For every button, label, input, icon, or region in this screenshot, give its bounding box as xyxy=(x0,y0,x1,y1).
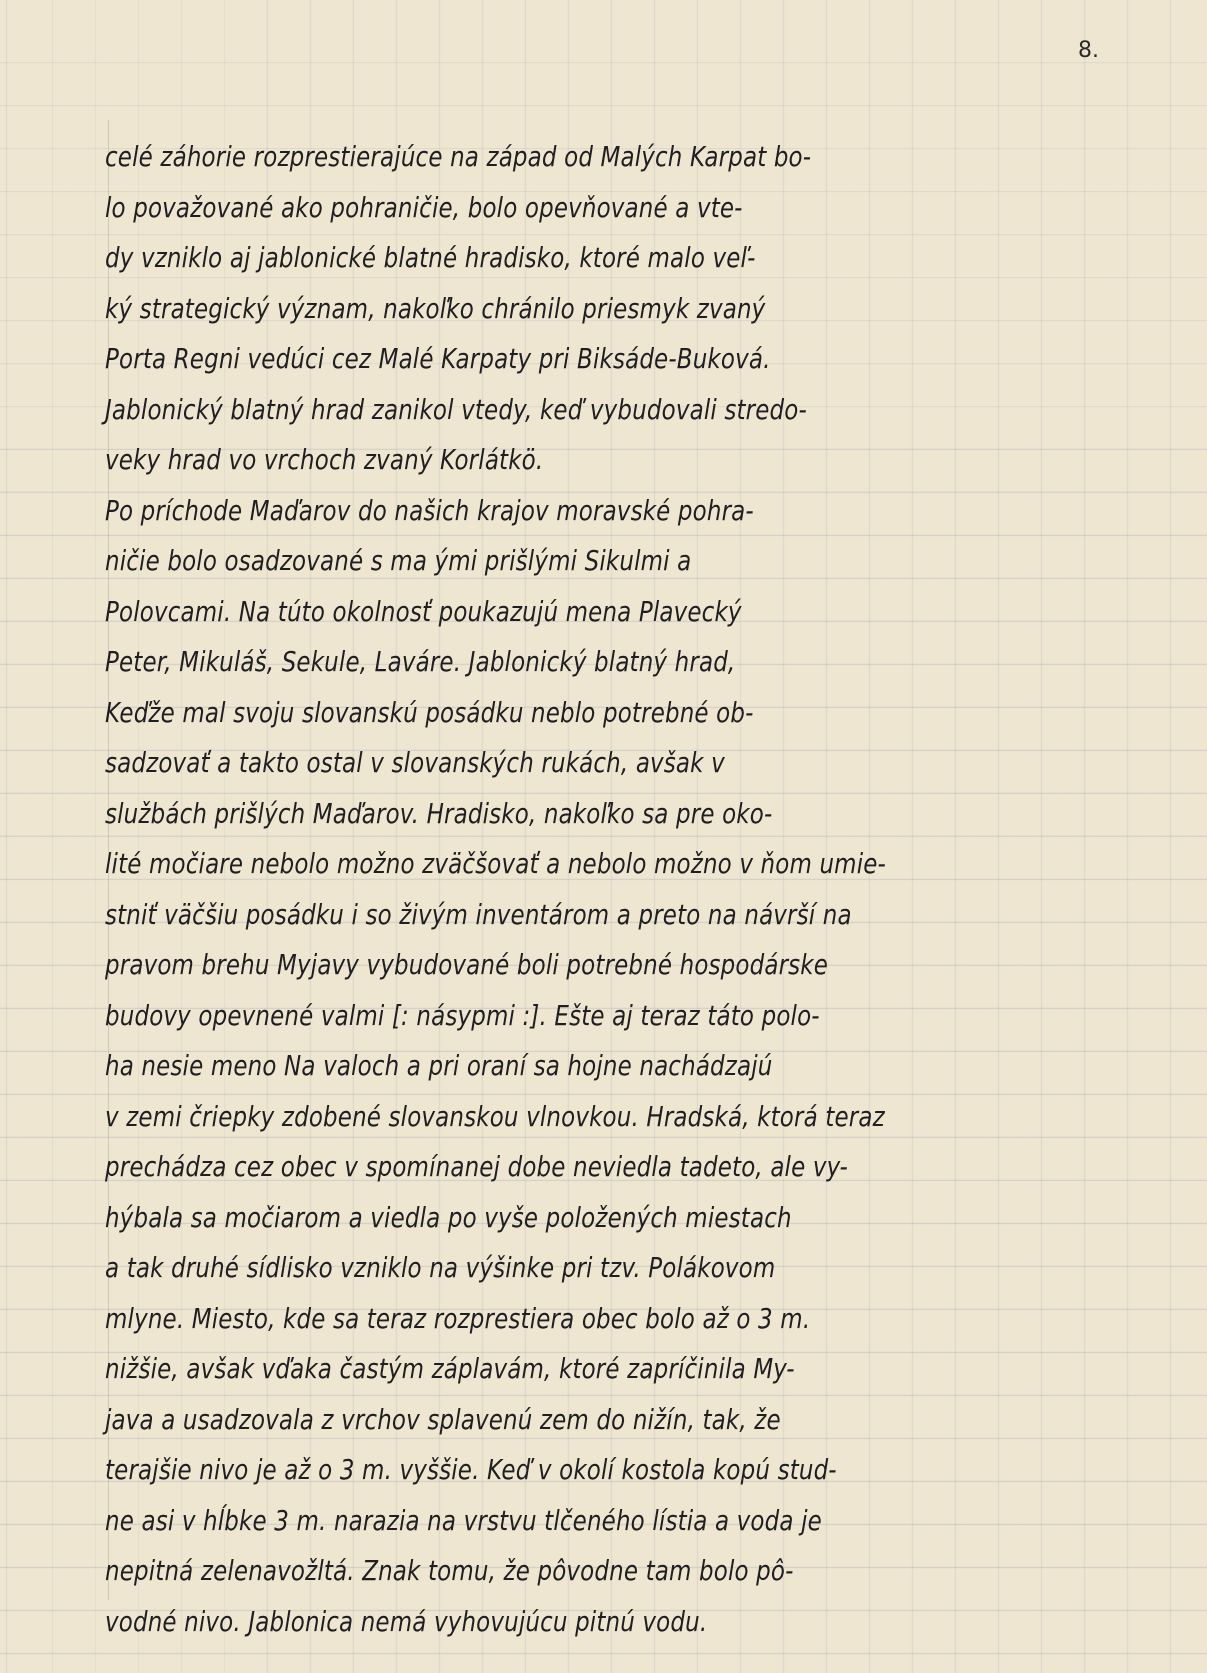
text-line: v zemi čriepky zdobené slovanskou vlnovkou. Hradská, ktorá teraz xyxy=(105,1099,885,1133)
text-line: ničie bolo osadzované s ma ými prišlými Sikulmi a xyxy=(105,544,692,577)
text-line: prechádza cez obec v spomínanej dobe neviedla tadeto, ale vy- xyxy=(105,1150,848,1183)
text-line: dy vzniklo aj jablonické blatné hradisko, ktoré malo veľ- xyxy=(105,241,756,274)
text-line: sadzovať a takto ostal v slovanských rukách, avšak v xyxy=(105,746,725,779)
text-line: mlyne. Miesto, kde sa teraz rozprestiera obec bolo až o 3 m. xyxy=(105,1301,811,1335)
text-line: vodné nivo. Jablonica nemá vyhovujúcu pitnú vodu. xyxy=(105,1604,708,1638)
text-line: pravom brehu Myjavy vybudované boli potrebné hospodárske xyxy=(105,948,829,981)
text-line: Porta Regni vedúci cez Malé Karpaty pri Biksáde-Buková. xyxy=(105,342,771,375)
text-line: terajšie nivo je až o 3 m. vyššie. Keď v okolí kostola kopú stud- xyxy=(105,1453,837,1486)
text-line: Po príchode Maďarov do našich krajov moravské pohra- xyxy=(105,493,754,527)
text-line: službách prišlých Maďarov. Hradisko, nakoľko sa pre oko- xyxy=(105,796,773,830)
text-line: hýbala sa močiarom a viedla po vyše položených miestach xyxy=(105,1200,792,1234)
text-line: Jablonický blatný hrad zanikol vtedy, keď vybudovali stredo- xyxy=(105,392,807,426)
text-line: ký strategický význam, nakoľko chránilo priesmyk zvaný xyxy=(105,291,766,325)
text-line: java a usadzovala z vrchov splavenú zem do nižín, tak, že xyxy=(105,1402,781,1436)
text-line: Peter, Mikuláš, Sekule, Laváre. Jablonický blatný hrad, xyxy=(105,645,736,678)
text-line: ne asi v hĺbke 3 m. narazia na vrstvu tlčeného lístia a voda je xyxy=(105,1503,822,1537)
text-line: a tak druhé sídlisko vzniklo na výšinke pri tzv. Polákovom xyxy=(105,1251,776,1284)
text-line: veky hrad vo vrchoch zvaný Korlátkö. xyxy=(105,443,544,476)
text-line: budovy opevnené valmi [: násypmi :]. Ešte aj teraz táto polo- xyxy=(105,998,820,1032)
text-line: lo považované ako pohraničie, bolo opevňované a vte- xyxy=(105,190,743,224)
page-number: 8. xyxy=(1078,38,1099,63)
text-line: Polovcami. Na túto okolnosť poukazujú mena Plavecký xyxy=(105,594,742,628)
text-line: lité močiare nebolo možno zväčšovať a nebolo možno v ňom umie- xyxy=(105,847,886,880)
text-line: nepitná zelenavožltá. Znak tomu, že pôvodne tam bolo pô- xyxy=(105,1554,794,1587)
text-line: celé záhorie rozprestierajúce na západ od Malých Karpat bo- xyxy=(105,140,812,173)
text-line: nižšie, avšak vďaka častým záplavám, ktoré zapríčinila My- xyxy=(105,1352,795,1385)
text-line: Keďže mal svoju slovanskú posádku neblo potrebné ob- xyxy=(105,695,754,729)
text-line: ha nesie meno Na valoch a pri oraní sa hojne nachádzajú xyxy=(105,1049,773,1082)
text-line: stniť väčšiu posádku i so živým inventárom a preto na návrší na xyxy=(105,897,852,931)
handwritten-text-block xyxy=(105,132,1085,1647)
